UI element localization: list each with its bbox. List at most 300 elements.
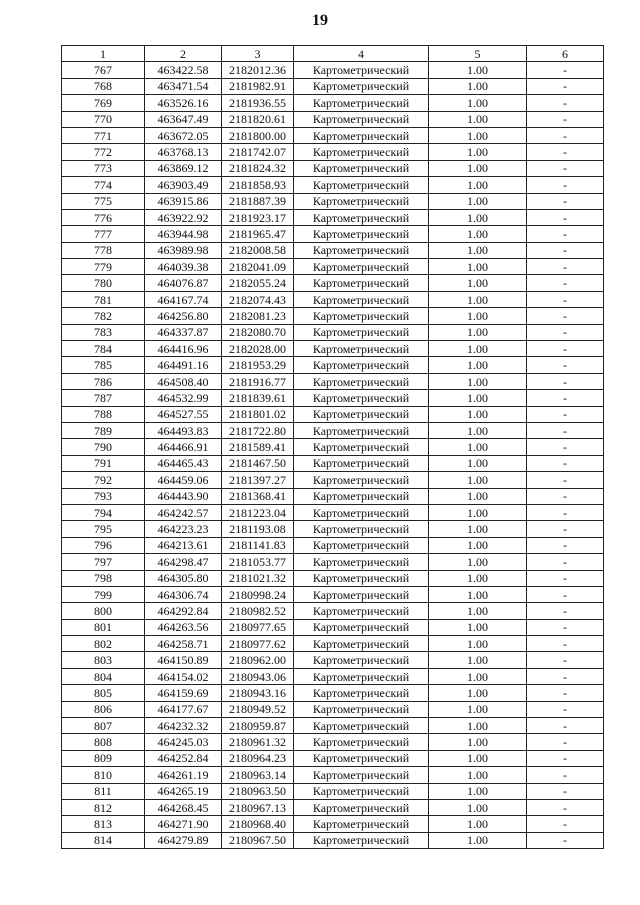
table-cell: 1.00 xyxy=(429,668,527,684)
table-cell: Картометрический xyxy=(294,95,429,111)
table-cell: - xyxy=(527,537,604,553)
table-cell: 464256.80 xyxy=(145,308,222,324)
table-cell: - xyxy=(527,783,604,799)
table-cell: Картометрический xyxy=(294,504,429,520)
table-row xyxy=(62,799,604,815)
table-cell: Картометрический xyxy=(294,127,429,143)
table-cell: 2182008.58 xyxy=(222,242,294,258)
table-cell: 2182041.09 xyxy=(222,259,294,275)
table-cell: 785 xyxy=(62,357,145,373)
table-row xyxy=(62,160,604,176)
table-cell: - xyxy=(527,799,604,815)
table-cell: Картометрический xyxy=(294,406,429,422)
table-cell: - xyxy=(527,668,604,684)
table-cell: - xyxy=(527,111,604,127)
page-number: 19 xyxy=(312,12,328,29)
table-cell: Картометрический xyxy=(294,570,429,586)
table-cell: 1.00 xyxy=(429,341,527,357)
table-cell: 463903.49 xyxy=(145,177,222,193)
table-cell: 784 xyxy=(62,341,145,357)
table-cell: 1.00 xyxy=(429,472,527,488)
table-cell: 1.00 xyxy=(429,586,527,602)
table-cell: 1.00 xyxy=(429,504,527,520)
table-row xyxy=(62,78,604,94)
table-cell: 464076.87 xyxy=(145,275,222,291)
table-cell: 463869.12 xyxy=(145,160,222,176)
table-cell: 2181021.32 xyxy=(222,570,294,586)
table-cell: 774 xyxy=(62,177,145,193)
table-row xyxy=(62,357,604,373)
column-header: 5 xyxy=(429,46,527,62)
table-row xyxy=(62,537,604,553)
table-cell: 1.00 xyxy=(429,390,527,406)
table-cell: 463647.49 xyxy=(145,111,222,127)
table-cell: - xyxy=(527,701,604,717)
table-cell: Картометрический xyxy=(294,209,429,225)
table-cell: 806 xyxy=(62,701,145,717)
table-cell: 1.00 xyxy=(429,570,527,586)
table-cell: 2180949.52 xyxy=(222,701,294,717)
table-cell: 464305.80 xyxy=(145,570,222,586)
table-cell: 1.00 xyxy=(429,521,527,537)
table-cell: 809 xyxy=(62,750,145,766)
table-cell: 464459.06 xyxy=(145,472,222,488)
table-cell: 2180964.23 xyxy=(222,750,294,766)
table-cell: 464245.03 xyxy=(145,734,222,750)
table-cell: Картометрический xyxy=(294,718,429,734)
table-cell: 1.00 xyxy=(429,537,527,553)
table-cell: 1.00 xyxy=(429,439,527,455)
table-cell: 464465.43 xyxy=(145,455,222,471)
table-cell: 1.00 xyxy=(429,816,527,832)
table-cell: 780 xyxy=(62,275,145,291)
table-cell: 464527.55 xyxy=(145,406,222,422)
table-header-row xyxy=(62,46,604,62)
table-row xyxy=(62,488,604,504)
table-cell: Картометрический xyxy=(294,144,429,160)
table-cell: 2180961.32 xyxy=(222,734,294,750)
table-row xyxy=(62,95,604,111)
table-row xyxy=(62,275,604,291)
table-cell: 2181467.50 xyxy=(222,455,294,471)
column-header: 4 xyxy=(294,46,429,62)
table-cell: Картометрический xyxy=(294,619,429,635)
table-cell: 1.00 xyxy=(429,95,527,111)
table-cell: 793 xyxy=(62,488,145,504)
table-cell: 1.00 xyxy=(429,701,527,717)
table-cell: Картометрический xyxy=(294,341,429,357)
table-cell: - xyxy=(527,242,604,258)
table-row xyxy=(62,718,604,734)
table-cell: 464232.32 xyxy=(145,718,222,734)
table-cell: 2181965.47 xyxy=(222,226,294,242)
table-cell: 808 xyxy=(62,734,145,750)
table-cell: Картометрический xyxy=(294,767,429,783)
table-cell: 1.00 xyxy=(429,422,527,438)
table-row xyxy=(62,291,604,307)
table-cell: 1.00 xyxy=(429,636,527,652)
table-cell: 2180959.87 xyxy=(222,718,294,734)
table-cell: - xyxy=(527,488,604,504)
table-cell: 464150.89 xyxy=(145,652,222,668)
table-cell: - xyxy=(527,193,604,209)
table-cell: 2180967.13 xyxy=(222,799,294,815)
table-cell: - xyxy=(527,816,604,832)
table-cell: - xyxy=(527,832,604,848)
table-cell: Картометрический xyxy=(294,242,429,258)
table-cell: 464271.90 xyxy=(145,816,222,832)
table-cell: 801 xyxy=(62,619,145,635)
table-cell: 2180943.06 xyxy=(222,668,294,684)
table-cell: Картометрический xyxy=(294,554,429,570)
table-row xyxy=(62,341,604,357)
table-cell: 2181820.61 xyxy=(222,111,294,127)
table-cell: 804 xyxy=(62,668,145,684)
table-row xyxy=(62,734,604,750)
table-cell: 788 xyxy=(62,406,145,422)
table-cell: 1.00 xyxy=(429,718,527,734)
table-cell: 1.00 xyxy=(429,324,527,340)
table-cell: - xyxy=(527,95,604,111)
table-cell: Картометрический xyxy=(294,586,429,602)
table-cell: Картометрический xyxy=(294,521,429,537)
table-cell: 464242.57 xyxy=(145,504,222,520)
table-cell: 1.00 xyxy=(429,750,527,766)
table-cell: 807 xyxy=(62,718,145,734)
table-row xyxy=(62,832,604,848)
table-cell: - xyxy=(527,144,604,160)
table-row xyxy=(62,144,604,160)
table-cell: 1.00 xyxy=(429,832,527,848)
table-cell: 2181887.39 xyxy=(222,193,294,209)
table-cell: - xyxy=(527,127,604,143)
table-row xyxy=(62,816,604,832)
table-row xyxy=(62,586,604,602)
table-cell: 803 xyxy=(62,652,145,668)
table-cell: 789 xyxy=(62,422,145,438)
table-cell: 463471.54 xyxy=(145,78,222,94)
table-row xyxy=(62,209,604,225)
table-cell: - xyxy=(527,472,604,488)
table-cell: 464261.19 xyxy=(145,767,222,783)
table-cell: - xyxy=(527,308,604,324)
table-cell: - xyxy=(527,570,604,586)
table-cell: 464223.23 xyxy=(145,521,222,537)
table-cell: 781 xyxy=(62,291,145,307)
table-cell: 464252.84 xyxy=(145,750,222,766)
table-cell: 795 xyxy=(62,521,145,537)
table-cell: 1.00 xyxy=(429,193,527,209)
table-cell: - xyxy=(527,209,604,225)
table-cell: 814 xyxy=(62,832,145,848)
table-cell: - xyxy=(527,291,604,307)
table-cell: 812 xyxy=(62,799,145,815)
table-row xyxy=(62,193,604,209)
table-cell: 464279.89 xyxy=(145,832,222,848)
table-cell: Картометрический xyxy=(294,177,429,193)
table-cell: 464167.74 xyxy=(145,291,222,307)
table-cell: - xyxy=(527,554,604,570)
table-cell: 2181953.29 xyxy=(222,357,294,373)
table-cell: 464532.99 xyxy=(145,390,222,406)
table-cell: 800 xyxy=(62,603,145,619)
table-cell: Картометрический xyxy=(294,390,429,406)
column-header: 6 xyxy=(527,46,604,62)
table-row xyxy=(62,554,604,570)
table-row xyxy=(62,324,604,340)
table-cell: 2180962.00 xyxy=(222,652,294,668)
table-row xyxy=(62,259,604,275)
table-cell: - xyxy=(527,603,604,619)
table-cell: 463526.16 xyxy=(145,95,222,111)
table-cell: 2181223.04 xyxy=(222,504,294,520)
table-cell: 2180967.50 xyxy=(222,832,294,848)
table-cell: 2180968.40 xyxy=(222,816,294,832)
table-cell: - xyxy=(527,734,604,750)
table-cell: 811 xyxy=(62,783,145,799)
table-cell: 1.00 xyxy=(429,160,527,176)
table-cell: 778 xyxy=(62,242,145,258)
table-cell: - xyxy=(527,160,604,176)
table-cell: 2181053.77 xyxy=(222,554,294,570)
table-cell: - xyxy=(527,586,604,602)
table-row xyxy=(62,455,604,471)
table-cell: 464258.71 xyxy=(145,636,222,652)
table-cell: 463768.13 xyxy=(145,144,222,160)
table-cell: - xyxy=(527,652,604,668)
table-cell: 1.00 xyxy=(429,652,527,668)
table-cell: - xyxy=(527,422,604,438)
table-cell: 463422.58 xyxy=(145,62,222,78)
table-cell: 464154.02 xyxy=(145,668,222,684)
table-cell: 1.00 xyxy=(429,127,527,143)
table-cell: Картометрический xyxy=(294,308,429,324)
table-cell: 2181916.77 xyxy=(222,373,294,389)
table-cell: 2182012.36 xyxy=(222,62,294,78)
table-cell: 1.00 xyxy=(429,275,527,291)
table-cell: 1.00 xyxy=(429,357,527,373)
table-cell: 2181982.91 xyxy=(222,78,294,94)
table-cell: Картометрический xyxy=(294,472,429,488)
column-header: 3 xyxy=(222,46,294,62)
table-row xyxy=(62,111,604,127)
table-cell: Картометрический xyxy=(294,259,429,275)
table-cell: 769 xyxy=(62,95,145,111)
table-cell: 464292.84 xyxy=(145,603,222,619)
column-header: 2 xyxy=(145,46,222,62)
table-cell: 464466.91 xyxy=(145,439,222,455)
table-cell: Картометрический xyxy=(294,62,429,78)
table-cell: Картометрический xyxy=(294,750,429,766)
table-cell: 1.00 xyxy=(429,799,527,815)
table-cell: Картометрический xyxy=(294,357,429,373)
table-cell: 2180943.16 xyxy=(222,685,294,701)
table-cell: 796 xyxy=(62,537,145,553)
table-cell: 773 xyxy=(62,160,145,176)
table-cell: Картометрический xyxy=(294,111,429,127)
table-row xyxy=(62,701,604,717)
table-cell: - xyxy=(527,78,604,94)
table-cell: 782 xyxy=(62,308,145,324)
table-row xyxy=(62,226,604,242)
table-cell: Картометрический xyxy=(294,193,429,209)
table-cell: 2181839.61 xyxy=(222,390,294,406)
table-cell: 464493.83 xyxy=(145,422,222,438)
table-cell: - xyxy=(527,521,604,537)
table-cell: 798 xyxy=(62,570,145,586)
table-row xyxy=(62,783,604,799)
table-cell: - xyxy=(527,718,604,734)
table-cell: - xyxy=(527,226,604,242)
table-cell: Картометрический xyxy=(294,685,429,701)
table-row xyxy=(62,422,604,438)
table-cell: 463672.05 xyxy=(145,127,222,143)
table-cell: 790 xyxy=(62,439,145,455)
table-cell: 767 xyxy=(62,62,145,78)
table-cell: - xyxy=(527,504,604,520)
table-cell: 791 xyxy=(62,455,145,471)
table-row xyxy=(62,685,604,701)
table-row xyxy=(62,570,604,586)
table-cell: 783 xyxy=(62,324,145,340)
table-cell: - xyxy=(527,619,604,635)
table-cell: 2181824.32 xyxy=(222,160,294,176)
table-cell: Картометрический xyxy=(294,816,429,832)
table-cell: 1.00 xyxy=(429,767,527,783)
table-cell: 787 xyxy=(62,390,145,406)
table-cell: 464508.40 xyxy=(145,373,222,389)
table-row xyxy=(62,406,604,422)
table-cell: - xyxy=(527,62,604,78)
table-cell: 2181141.83 xyxy=(222,537,294,553)
table-cell: 794 xyxy=(62,504,145,520)
table-cell: 2181800.00 xyxy=(222,127,294,143)
table-cell: Картометрический xyxy=(294,324,429,340)
table-cell: 2182074.43 xyxy=(222,291,294,307)
table-cell: 2180977.65 xyxy=(222,619,294,635)
table-row xyxy=(62,390,604,406)
table-cell: 771 xyxy=(62,127,145,143)
table-cell: - xyxy=(527,341,604,357)
table-cell: - xyxy=(527,390,604,406)
table-row xyxy=(62,62,604,78)
table-cell: Картометрический xyxy=(294,668,429,684)
table-cell: 463915.86 xyxy=(145,193,222,209)
table-cell: 464416.96 xyxy=(145,341,222,357)
table-row xyxy=(62,127,604,143)
table-cell: 1.00 xyxy=(429,259,527,275)
table-cell: Картометрический xyxy=(294,799,429,815)
table-row xyxy=(62,603,604,619)
table-cell: 463989.98 xyxy=(145,242,222,258)
table-cell: 464337.87 xyxy=(145,324,222,340)
table-cell: 1.00 xyxy=(429,734,527,750)
table-cell: 810 xyxy=(62,767,145,783)
table-cell: Картометрический xyxy=(294,636,429,652)
table-cell: Картометрический xyxy=(294,439,429,455)
table-cell: 463922.92 xyxy=(145,209,222,225)
table-cell: 1.00 xyxy=(429,603,527,619)
table-cell: - xyxy=(527,406,604,422)
table-row xyxy=(62,472,604,488)
table-cell: 464159.69 xyxy=(145,685,222,701)
table-row xyxy=(62,619,604,635)
table-cell: 2180963.50 xyxy=(222,783,294,799)
table-cell: - xyxy=(527,259,604,275)
table-cell: 464039.38 xyxy=(145,259,222,275)
table-cell: - xyxy=(527,685,604,701)
table-cell: Картометрический xyxy=(294,275,429,291)
table-cell: - xyxy=(527,357,604,373)
table-cell: 2181801.02 xyxy=(222,406,294,422)
table-row xyxy=(62,652,604,668)
table-cell: 2182028.00 xyxy=(222,341,294,357)
table-cell: 464306.74 xyxy=(145,586,222,602)
table-cell: Картометрический xyxy=(294,455,429,471)
table-row xyxy=(62,750,604,766)
table-cell: 2181397.27 xyxy=(222,472,294,488)
table-cell: 2182080.70 xyxy=(222,324,294,340)
table-cell: 1.00 xyxy=(429,177,527,193)
table-cell: - xyxy=(527,767,604,783)
table-cell: 1.00 xyxy=(429,406,527,422)
table-row xyxy=(62,767,604,783)
table-cell: Картометрический xyxy=(294,488,429,504)
table-cell: 464263.56 xyxy=(145,619,222,635)
table-cell: 1.00 xyxy=(429,78,527,94)
table-cell: 1.00 xyxy=(429,111,527,127)
table-cell: 2180998.24 xyxy=(222,586,294,602)
table-cell: Картометрический xyxy=(294,422,429,438)
table-cell: Картометрический xyxy=(294,603,429,619)
table-cell: 2182081.23 xyxy=(222,308,294,324)
table-cell: Картометрический xyxy=(294,734,429,750)
table-cell: 1.00 xyxy=(429,242,527,258)
table-row xyxy=(62,636,604,652)
table-cell: 792 xyxy=(62,472,145,488)
table-cell: 1.00 xyxy=(429,619,527,635)
table-cell: - xyxy=(527,275,604,291)
table-cell: 786 xyxy=(62,373,145,389)
table-cell: 813 xyxy=(62,816,145,832)
table-cell: Картометрический xyxy=(294,160,429,176)
table-cell: 1.00 xyxy=(429,455,527,471)
table-cell: 1.00 xyxy=(429,144,527,160)
table-cell: 464491.16 xyxy=(145,357,222,373)
table-cell: Картометрический xyxy=(294,78,429,94)
table-cell: 772 xyxy=(62,144,145,160)
table-cell: Картометрический xyxy=(294,373,429,389)
table-cell: - xyxy=(527,324,604,340)
table-cell: 1.00 xyxy=(429,373,527,389)
table-cell: - xyxy=(527,636,604,652)
table-cell: Картометрический xyxy=(294,701,429,717)
table-cell: Картометрический xyxy=(294,537,429,553)
table-cell: 2181722.80 xyxy=(222,422,294,438)
coordinates-table xyxy=(61,45,604,849)
table-cell: - xyxy=(527,439,604,455)
table-cell: 779 xyxy=(62,259,145,275)
table-cell: 768 xyxy=(62,78,145,94)
table-cell: 1.00 xyxy=(429,308,527,324)
table-cell: 464268.45 xyxy=(145,799,222,815)
table-cell: Картометрический xyxy=(294,783,429,799)
table-row xyxy=(62,504,604,520)
table-cell: Картометрический xyxy=(294,291,429,307)
table-cell: 2182055.24 xyxy=(222,275,294,291)
table-cell: 2181589.41 xyxy=(222,439,294,455)
table-cell: 777 xyxy=(62,226,145,242)
